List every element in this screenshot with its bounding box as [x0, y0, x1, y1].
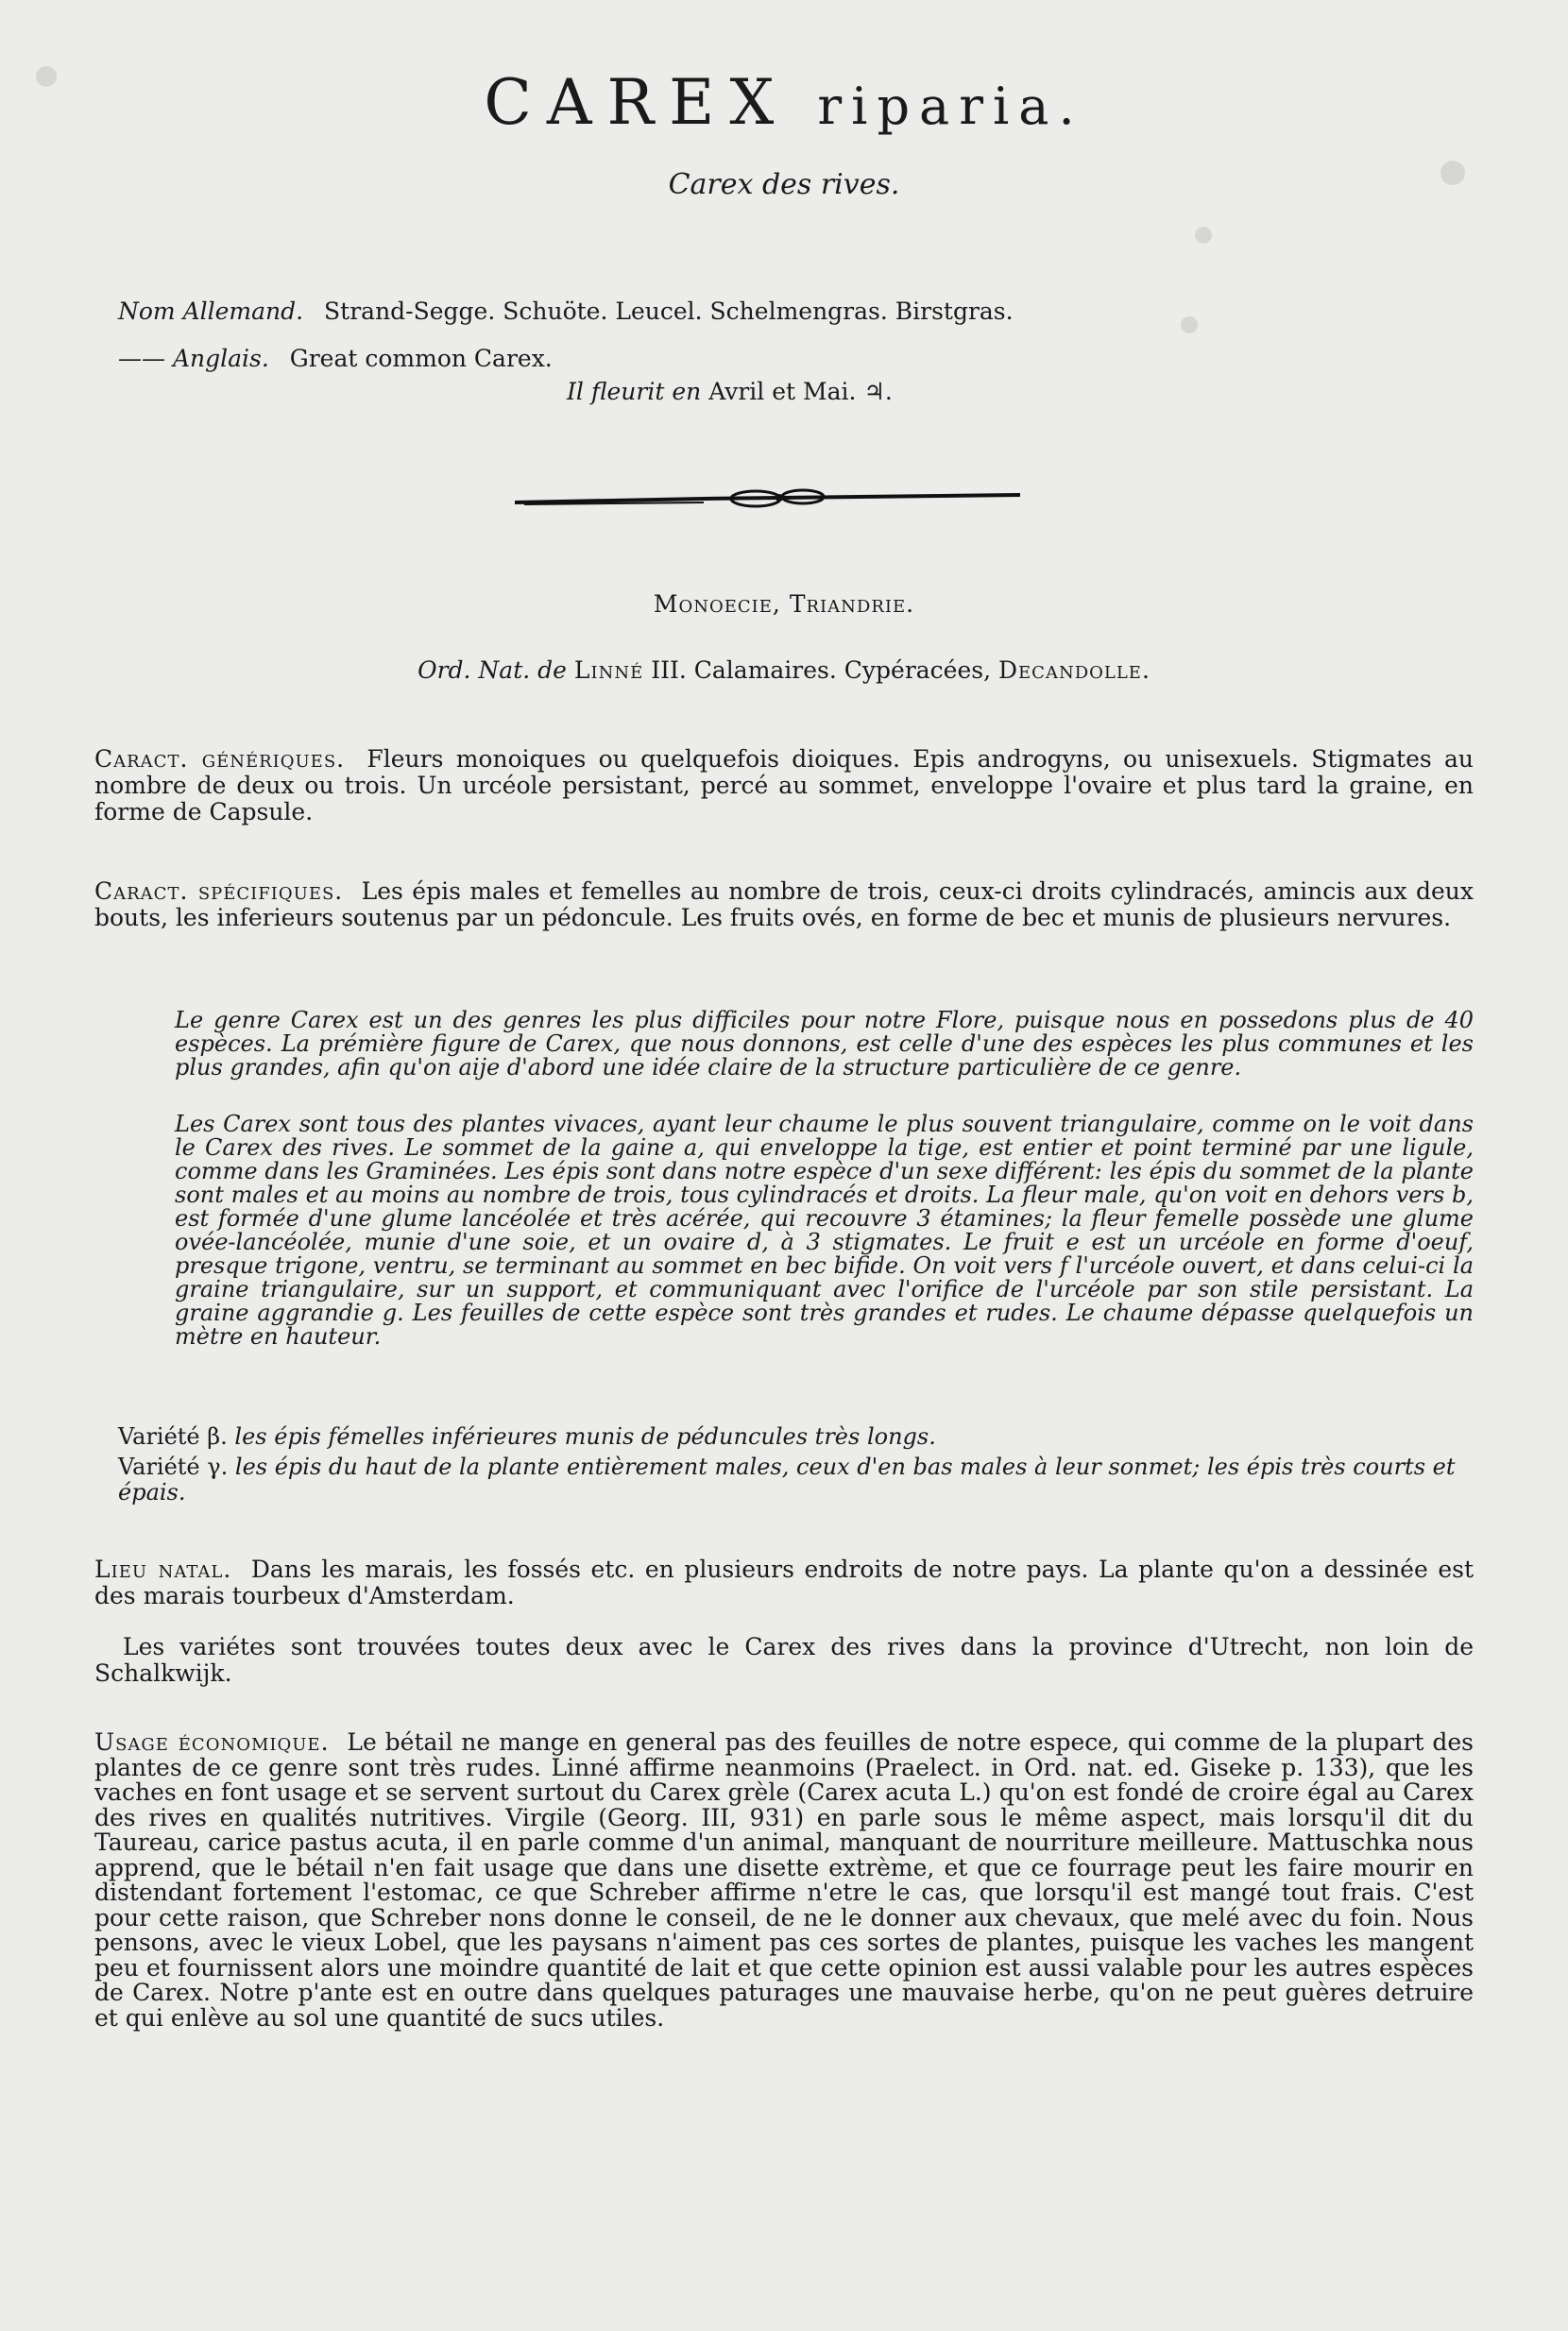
english-name-line — [118, 345, 1459, 372]
title-genus: CAREX — [484, 66, 790, 139]
flowering-label: Il fleurit en — [567, 378, 702, 405]
page-title — [0, 66, 1568, 139]
specific-text: Les épis males et femelles au nombre de trois, ceux-ci droits cylindracés, amincis aux deux bouts, les inferieurs soutenus par un pédoncule. Les fruits ovés, en forme de bec et munis de plusieurs nervures. — [94, 877, 1474, 931]
generic-label: Caract. génériques. — [94, 745, 346, 773]
order-value: III. Calamaires. Cypéracées, — [651, 656, 992, 684]
english-value: Great common Carex. — [289, 345, 553, 372]
flowering-value: Avril et Mai. — [708, 378, 857, 405]
german-name-line — [118, 298, 1459, 325]
variety-beta — [118, 1424, 1474, 1450]
order-prefix: Ord. Nat. de — [418, 656, 567, 684]
note-structure: Les Carex sont tous des plantes vivaces, ayant leur chaume le plus souvent triangulaire, comme on le voit dans le Carex des rives. Le sommet de la gaine a, qui enveloppe la tige, est entier et point terminé par une ligule, comme dans les Graminées. Les épis sont dans notre espèce d'un sexe différent: les épis du sommet de la plante sont males et au moins au nombre de trois, tous cylindracés et droits. La fleur male, qu'on voit en dehors vers b, est formée d'une glume lancéolée et très acérée, qui recouvre 3 étamines; la fleur femelle possède une glume ovée-lancéolée, munie d'une soie, et un ovaire d, à 3 stigmates. Le fruit e est un urcéole en forme d'oeuf, presque trigone, ventru, se terminant au sommet en bec bifide. On voit vers f l'urcéole ouvert, et dans celui-ci la graine triangulaire, sur un support, et communiquant avec l'orifice de l'urcéole par son stile persistant. La graine aggrandie g. Les feuilles de cette espèce sont très grandes et rudes. Le chaume dépasse quelquefois un mètre en hauteur. — [175, 1111, 1474, 1350]
varieties-location: Les variétes sont trouvées toutes deux avec le Carex des rives dans la province d'Utrecht, non loin de Schalkwijk. — [94, 1633, 1474, 1687]
variety-gamma — [118, 1455, 1474, 1506]
variety-beta-label: Variété β. — [118, 1423, 228, 1450]
usage-text: Le bétail ne mange en general pas des feuilles de notre espece, qui comme de la plupart des plantes de ce genre sont très rudes. Linné affirme neanmoins (Praelect. in Ord. nat. ed. Giseke p. 133), que les vaches en font usage et se servent surtout du Carex grèle (Carex acuta L.) qu'on est fondé de croire égal au Carex des rives en qualités nutritives. Virgile (Georg. III, 931) en parle sous le même aspect, mais lorsqu'il dit du Taureau, carice pastus acuta, il en parle comme d'un animal, manquant de nourriture meilleure. Mattuschka nous apprend, que le bétail n'en fait usage que dans une disette extrème, et que ce fourrage peut les faire mourir en distendant fortement l'estomac, ce que Schreber affirme n'etre le cas, que lorsqu'il est mangé tout frais. C'est pour cette raison, que Schreber nons donne le conseil, de ne le donner aux chevaux, que melé avec du foin. Nous pensons, avec le vieux Lobel, que les paysans n'aiment pas ces sortes de plantes, puisque les vaches les mangent peu et fournissent alors une moindre quantité de lait et que cette opinion est aussi valable pour les autres espèces de Carex. Notre p'ante est en outre dans quelques paturages une mauvaise herbe, qu'on ne peut guères detruire et qui enlève au sol une quantité de sucs utiles. — [94, 1728, 1474, 2032]
page-subtitle: Carex des rives. — [668, 168, 900, 201]
classification: Monoecie, Triandrie. — [653, 590, 915, 618]
natural-order — [0, 656, 1568, 684]
ornament-divider — [515, 480, 1020, 519]
native-habitat — [94, 1557, 1474, 1609]
order-decandolle: Decandolle. — [998, 656, 1150, 684]
note-genus: Le genre Carex est un des genres les plus difficiles pour notre Flore, puisque nous en possedons plus de 40 espèces. La prémière figure de Carex, que nous donnons, est celle d'une des espèces les plus communes et les plus grandes, afin qu'on aije d'abord une idée claire de la structure particulière de ce genre. — [175, 1007, 1474, 1080]
generic-characters — [94, 746, 1474, 825]
english-label: —— Anglais. — [118, 345, 269, 372]
variety-gamma-text: les épis du haut de la plante entièrement males, ceux d'en bas males à leur sonmet; les épis très courts et épais. — [118, 1454, 1456, 1506]
usage-label: Usage économique. — [94, 1728, 330, 1756]
german-label: Nom Allemand. — [118, 298, 304, 325]
specific-characters — [94, 878, 1474, 931]
german-value: Strand-Segge. Schuöte. Leucel. Schelmengras. Birstgras. — [324, 298, 1014, 325]
paper-spot — [1195, 227, 1212, 244]
title-species: riparia. — [817, 77, 1084, 136]
perennial-symbol: ♃. — [863, 378, 893, 405]
variety-gamma-label: Variété γ. — [118, 1454, 229, 1480]
habitat-text: Dans les marais, les fossés etc. en plusieurs endroits de notre pays. La plante qu'on a dessinée est des marais tourbeux d'Amsterdam. — [94, 1556, 1474, 1609]
order-linne: Linné — [573, 656, 644, 684]
variety-beta-text: les épis fémelles inférieures munis de péduncules très longs. — [234, 1423, 936, 1450]
specific-label: Caract. spécifiques. — [94, 877, 344, 905]
flowering-line — [567, 378, 893, 405]
habitat-label: Lieu natal. — [94, 1556, 232, 1583]
economic-usage — [94, 1730, 1474, 2031]
generic-text: Fleurs monoiques ou quelquefois dioiques. Epis androgyns, ou unisexuels. Stigmates au nombre de deux ou trois. Un urcéole persistant, percé au sommet, enveloppe l'ovaire et plus tard la graine, en forme de Capsule. — [94, 745, 1474, 825]
